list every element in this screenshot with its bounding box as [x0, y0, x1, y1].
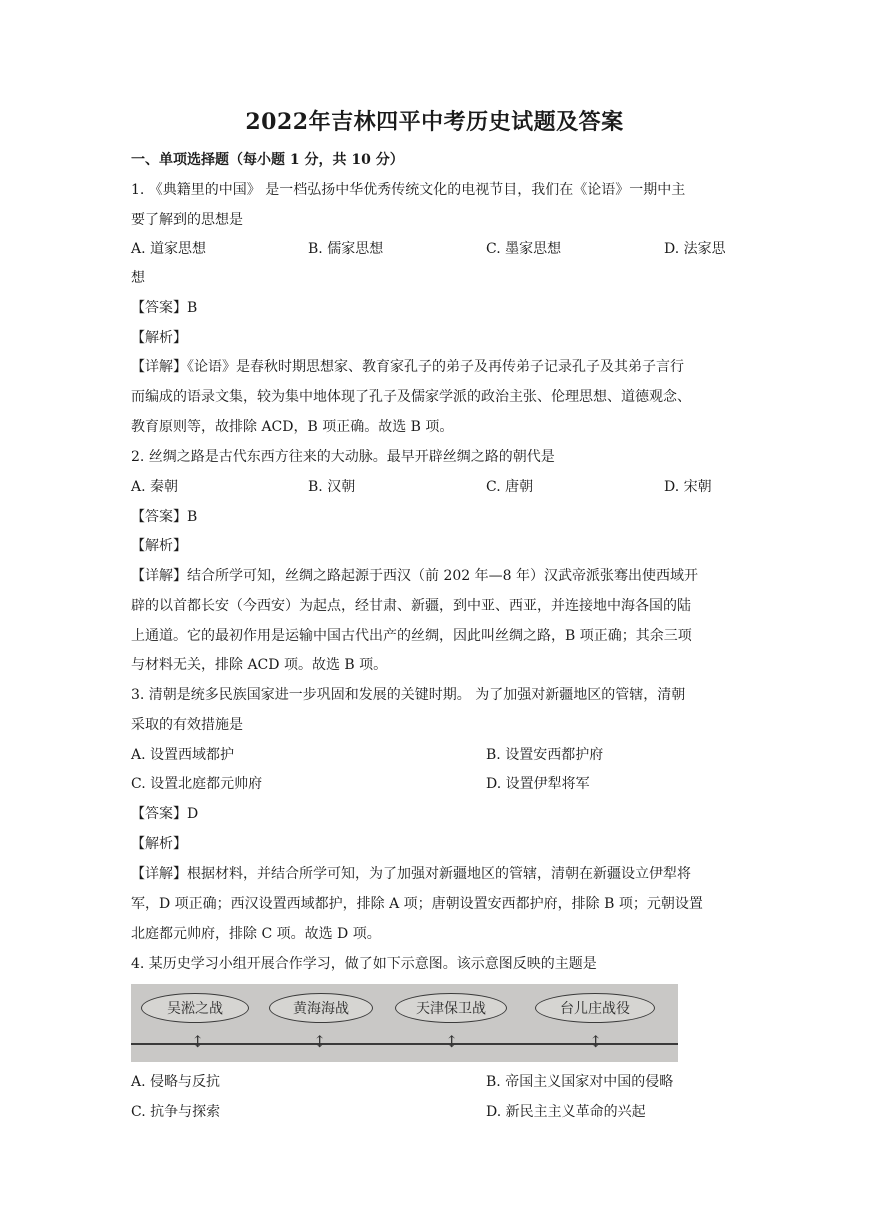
- double-arrow-icon: ↕: [589, 1032, 603, 1051]
- q3-option-c: C. 设置北庭都元帅府: [131, 776, 263, 792]
- q3-option-d: D. 设置伊犁将军: [486, 776, 590, 792]
- timeline-label-1: 吴淞之战: [141, 993, 249, 1023]
- q1-option-c: C. 墨家思想: [486, 241, 562, 257]
- q4-stem-line-1: 4. 某历史学习小组开展合作学习，做了如下示意图。该示意图反映的主题是: [131, 956, 597, 972]
- q3-detail-line-2: 军，D 项正确；西汉设置西域都护，排除 A 项；唐朝设置安西都护府，排除 B 项；元朝设置: [131, 896, 703, 912]
- q2-option-b: B. 汉朝: [308, 479, 356, 495]
- q1-stem-line-2: 要了解到的思想是: [131, 212, 243, 228]
- double-arrow-icon: ↕: [313, 1032, 327, 1051]
- timeline-label-2: 黄海海战: [269, 993, 373, 1023]
- q2-option-a: A. 秦朝: [131, 479, 179, 495]
- q2-option-d: D. 宋朝: [664, 479, 712, 495]
- q3-stem-line-1: 3. 清朝是统多民族国家进一步巩固和发展的关键时期。 为了加强对新疆地区的管辖，清朝: [131, 687, 686, 703]
- q1-option-a: A. 道家思想: [131, 241, 207, 257]
- q3-detail-line-1: 【详解】根据材料，并结合所学可知，为了加强对新疆地区的管辖，清朝在新疆设立伊犁将: [131, 866, 691, 882]
- q4-option-c: C. 抗争与探索: [131, 1104, 221, 1120]
- section-heading: 一、单项选择题（每小题 1 分，共 10 分）: [131, 152, 404, 168]
- q2-detail-line-1: 【详解】结合所学可知，丝绸之路起源于西汉（前 202 年—8 年）汉武帝派张骞出使西域开: [131, 568, 698, 584]
- page-title: 2022年吉林四平中考历史试题及答案: [245, 109, 624, 135]
- q2-stem-line-1: 2. 丝绸之路是古代东西方往来的大动脉。最早开辟丝绸之路的朝代是: [131, 449, 555, 465]
- q1-answer: 【答案】B: [131, 300, 198, 316]
- q1-analysis-label: 【解析】: [131, 330, 187, 346]
- q3-option-a: A. 设置西域都护: [131, 747, 235, 763]
- timeline-label-3: 天津保卫战: [395, 993, 507, 1023]
- q3-detail-line-3: 北庭都元帅府，排除 C 项。故选 D 项。: [131, 926, 381, 942]
- q2-detail-line-3: 上通道。它的最初作用是运输中国古代出产的丝绸，因此叫丝绸之路，B 项正确；其余三项: [131, 628, 692, 644]
- q1-option-b: B. 儒家思想: [308, 241, 384, 257]
- q4-option-d: D. 新民主主义革命的兴起: [486, 1104, 646, 1120]
- q2-option-c: C. 唐朝: [486, 479, 534, 495]
- q2-detail-line-2: 辟的以首都长安（今西安）为起点，经甘肃、新疆，到中亚、西亚，并连接地中海各国的陆: [131, 598, 691, 614]
- q1-detail-line-3: 教育原则等，故排除 ACD，B 项正确。故选 B 项。: [131, 419, 454, 435]
- q2-answer: 【答案】B: [131, 509, 198, 525]
- q3-option-b: B. 设置安西都护府: [486, 747, 604, 763]
- q1-detail-line-1: 【详解】《论语》是春秋时期思想家、教育家孔子的弟子及再传弟子记录孔子及其弟子言行: [131, 359, 684, 375]
- q1-detail-line-2: 而编成的语录文集，较为集中地体现了孔子及儒家学派的政治主张、伦理思想、道德观念、: [131, 389, 691, 405]
- q4-option-a: A. 侵略与反抗: [131, 1074, 221, 1090]
- q2-detail-line-4: 与材料无关，排除 ACD 项。故选 B 项。: [131, 657, 388, 673]
- q3-stem-line-2: 采取的有效措施是: [131, 717, 243, 733]
- double-arrow-icon: ↕: [445, 1032, 459, 1051]
- q1-option-d-wrap: 想: [131, 270, 145, 286]
- q4-option-b: B. 帝国主义国家对中国的侵略: [486, 1074, 674, 1090]
- q1-option-d: D. 法家思: [664, 241, 726, 257]
- timeline-label-4: 台儿庄战役: [535, 993, 655, 1023]
- q3-analysis-label: 【解析】: [131, 836, 187, 852]
- q2-analysis-label: 【解析】: [131, 538, 187, 554]
- double-arrow-icon: ↕: [191, 1032, 205, 1051]
- q3-answer: 【答案】D: [131, 806, 199, 822]
- q1-stem-line-1: 1. 《典籍里的中国》 是一档弘扬中华优秀传统文化的电视节目，我们在《论语》一期中主: [131, 182, 686, 198]
- timeline-figure: [131, 984, 678, 1062]
